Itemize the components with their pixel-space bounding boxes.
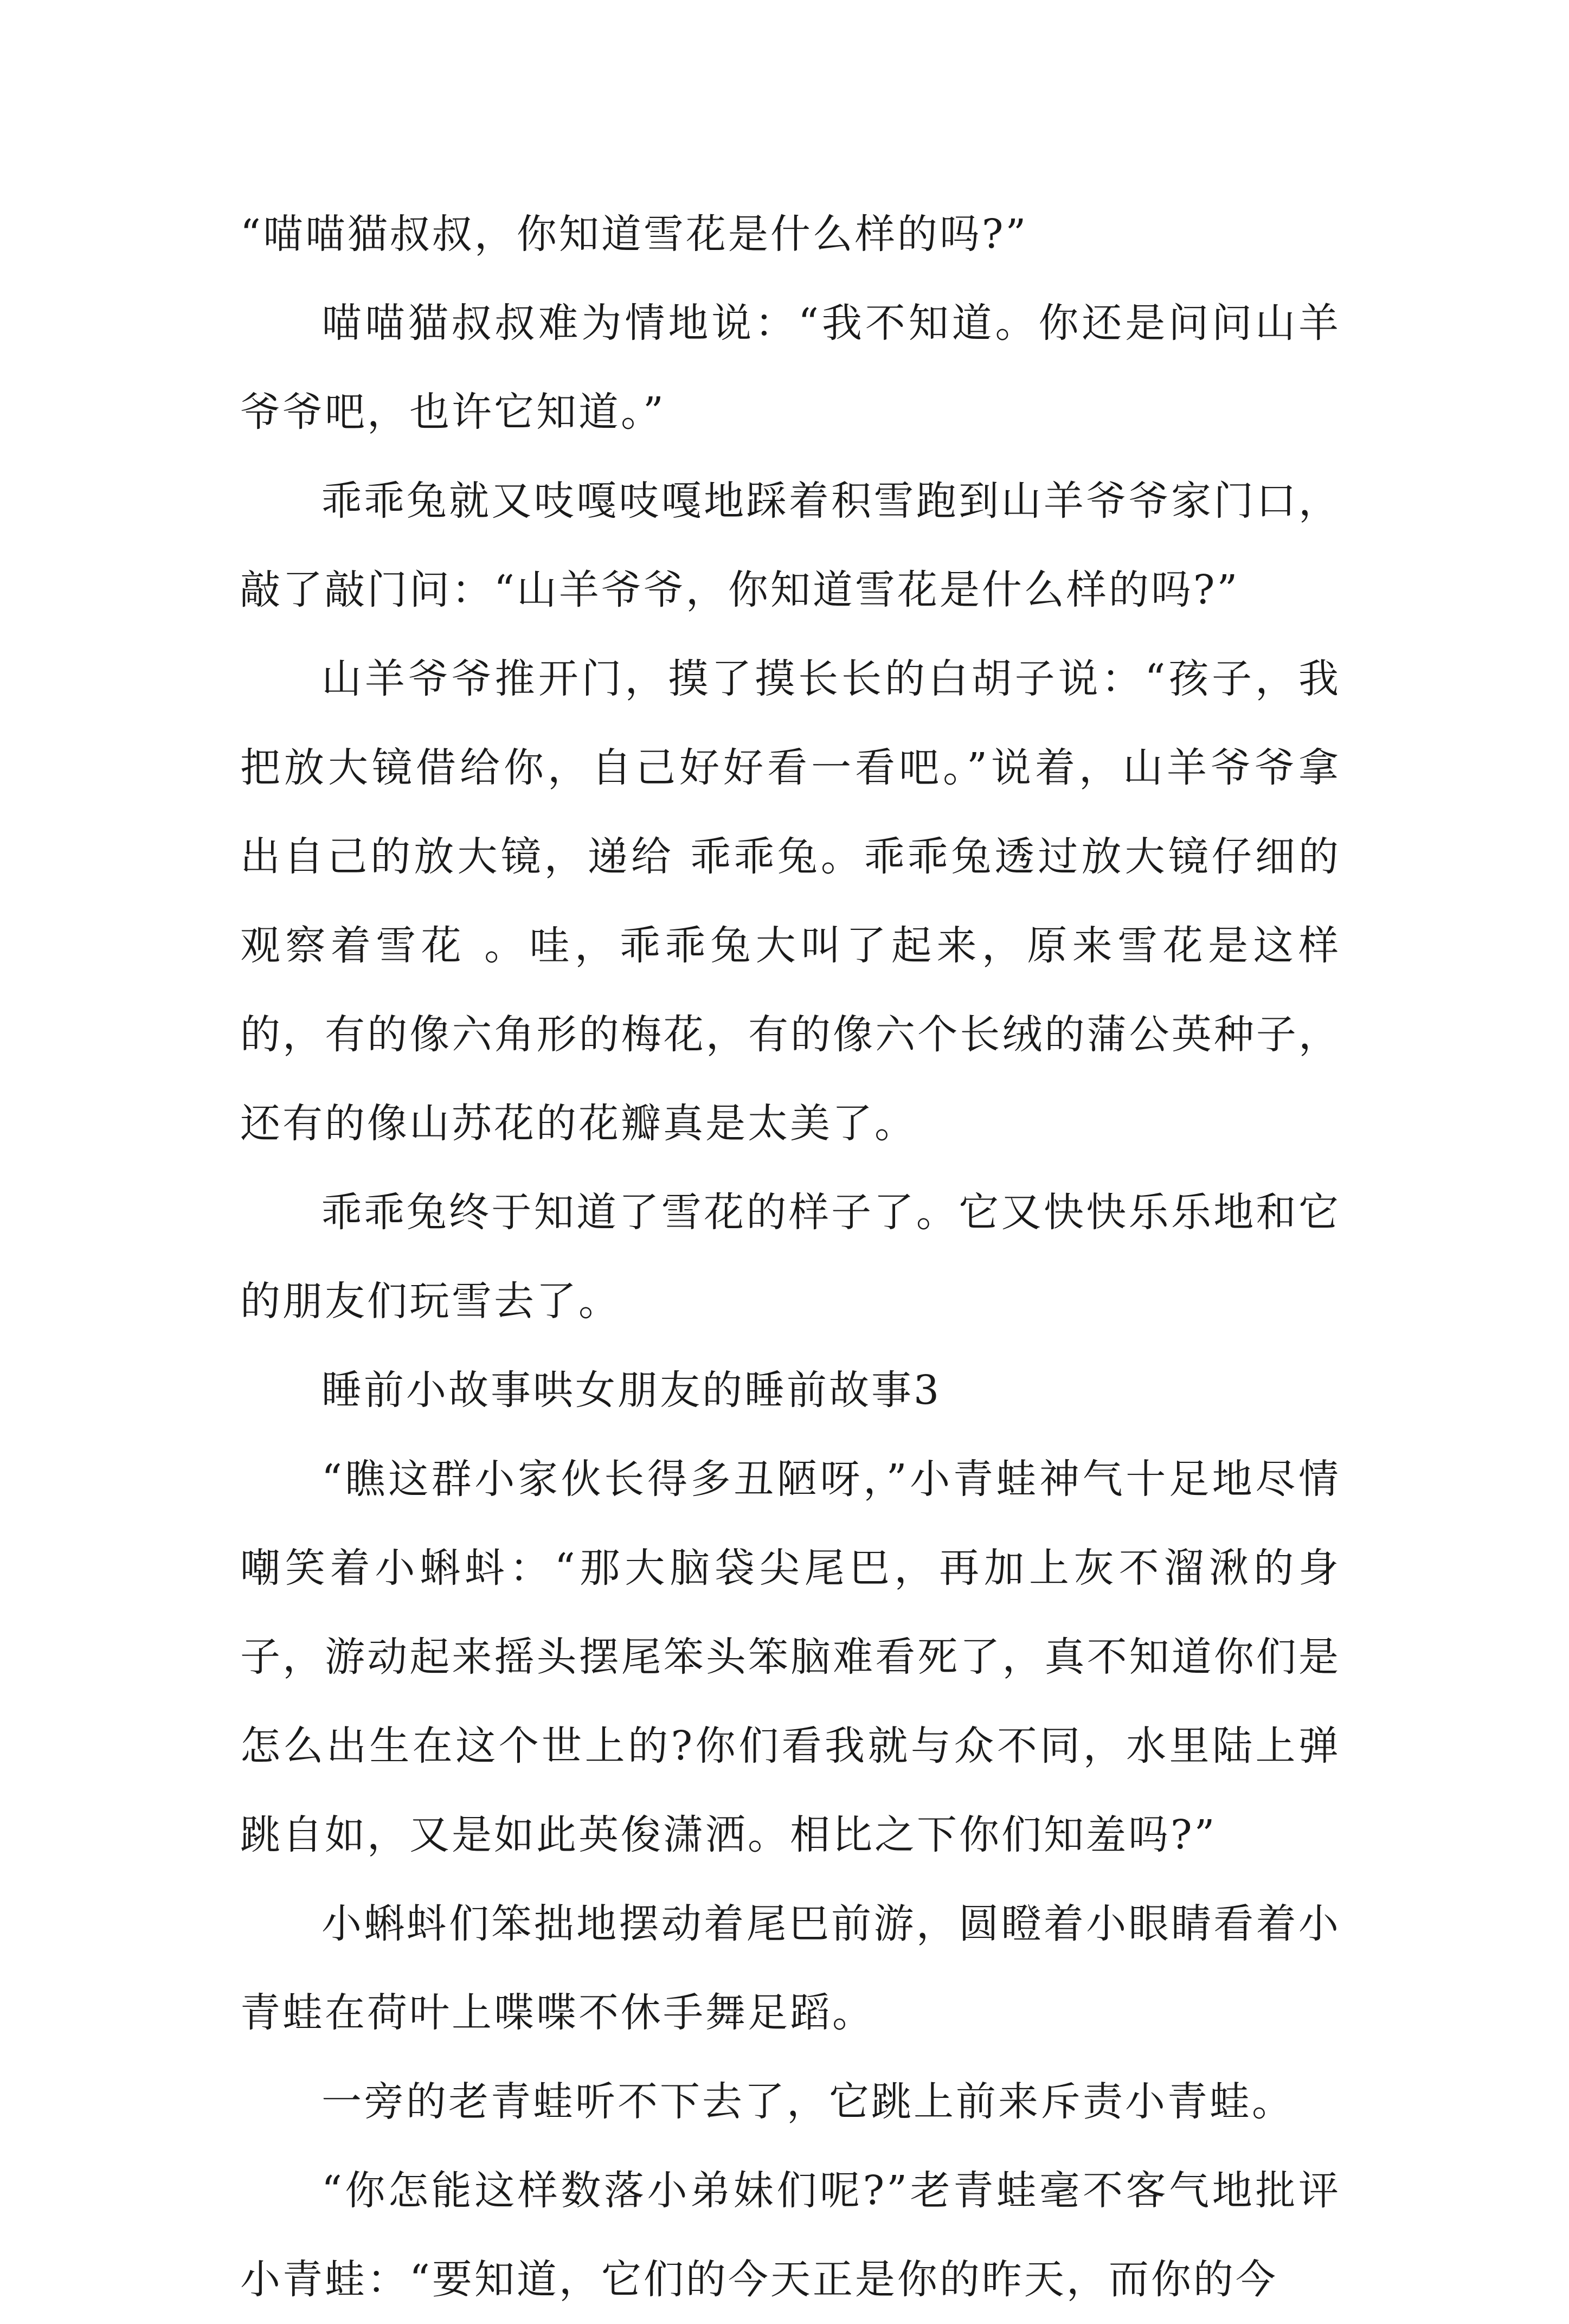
section-heading: 睡前小故事哄女朋友的睡前故事3	[321, 1367, 942, 1414]
paragraph: “你怎能这样数落小弟妹们呢?”老青蛙毫不客气地批评小青蛙：“要知道，它们的今天正是你的昨天，而你的今	[240, 2167, 1341, 2303]
paragraph: “喵喵猫叔叔，你知道雪花是什么样的吗?”	[240, 211, 1028, 258]
paragraph: “瞧这群小家伙长得多丑陋呀，”小青蛙神气十足地尽情嘲笑着小蝌蚪：“那大脑袋尖尾巴，再加上灰不溜湫的身子，游动起来摇头摆尾笨头笨脑难看死了，真不知道你们是怎么出生在这个世上的?你们看我就与众不同，水里陆上弹跳自如，又是如此英俊潇洒。相比之下你们知羞吗?”	[240, 1456, 1341, 1858]
paragraph: 乖乖兔终于知道了雪花的样子了。它又快快乐乐地和它的朋友们玩雪去了。	[240, 1189, 1341, 1325]
document-body	[240, 190, 1341, 2324]
paragraph: 喵喵猫叔叔难为情地说：“我不知道。你还是问问山羊爷爷吧，也许它知道。”	[240, 300, 1341, 435]
paragraph: 山羊爷爷推开门，摸了摸长长的白胡子说：“孩子，我把放大镜借给你，自己好好看一看吧。”说着，山羊爷爷拿出自己的放大镜，递给 乖乖兔。乖乖兔透过放大镜仔细的观察着雪花 。哇，乖乖兔大叫了起来，原来雪花是这样的，有的像六角形的梅花，有的像六个长绒的蒲公英种子，还有的像山苏花的花瓣真是太美了。	[240, 656, 1341, 1147]
paragraph: 一旁的老青蛙听不下去了，它跳上前来斥责小青蛙。	[321, 2078, 1294, 2125]
paragraph: 乖乖兔就又吱嘎吱嘎地踩着积雪跑到山羊爷爷家门口，敲了敲门问：“山羊爷爷，你知道雪花是什么样的吗?”	[240, 478, 1341, 613]
paragraph: 小蝌蚪们笨拙地摆动着尾巴前游，圆瞪着小眼睛看着小青蛙在荷叶上喋喋不休手舞足蹈。	[240, 1901, 1341, 2036]
